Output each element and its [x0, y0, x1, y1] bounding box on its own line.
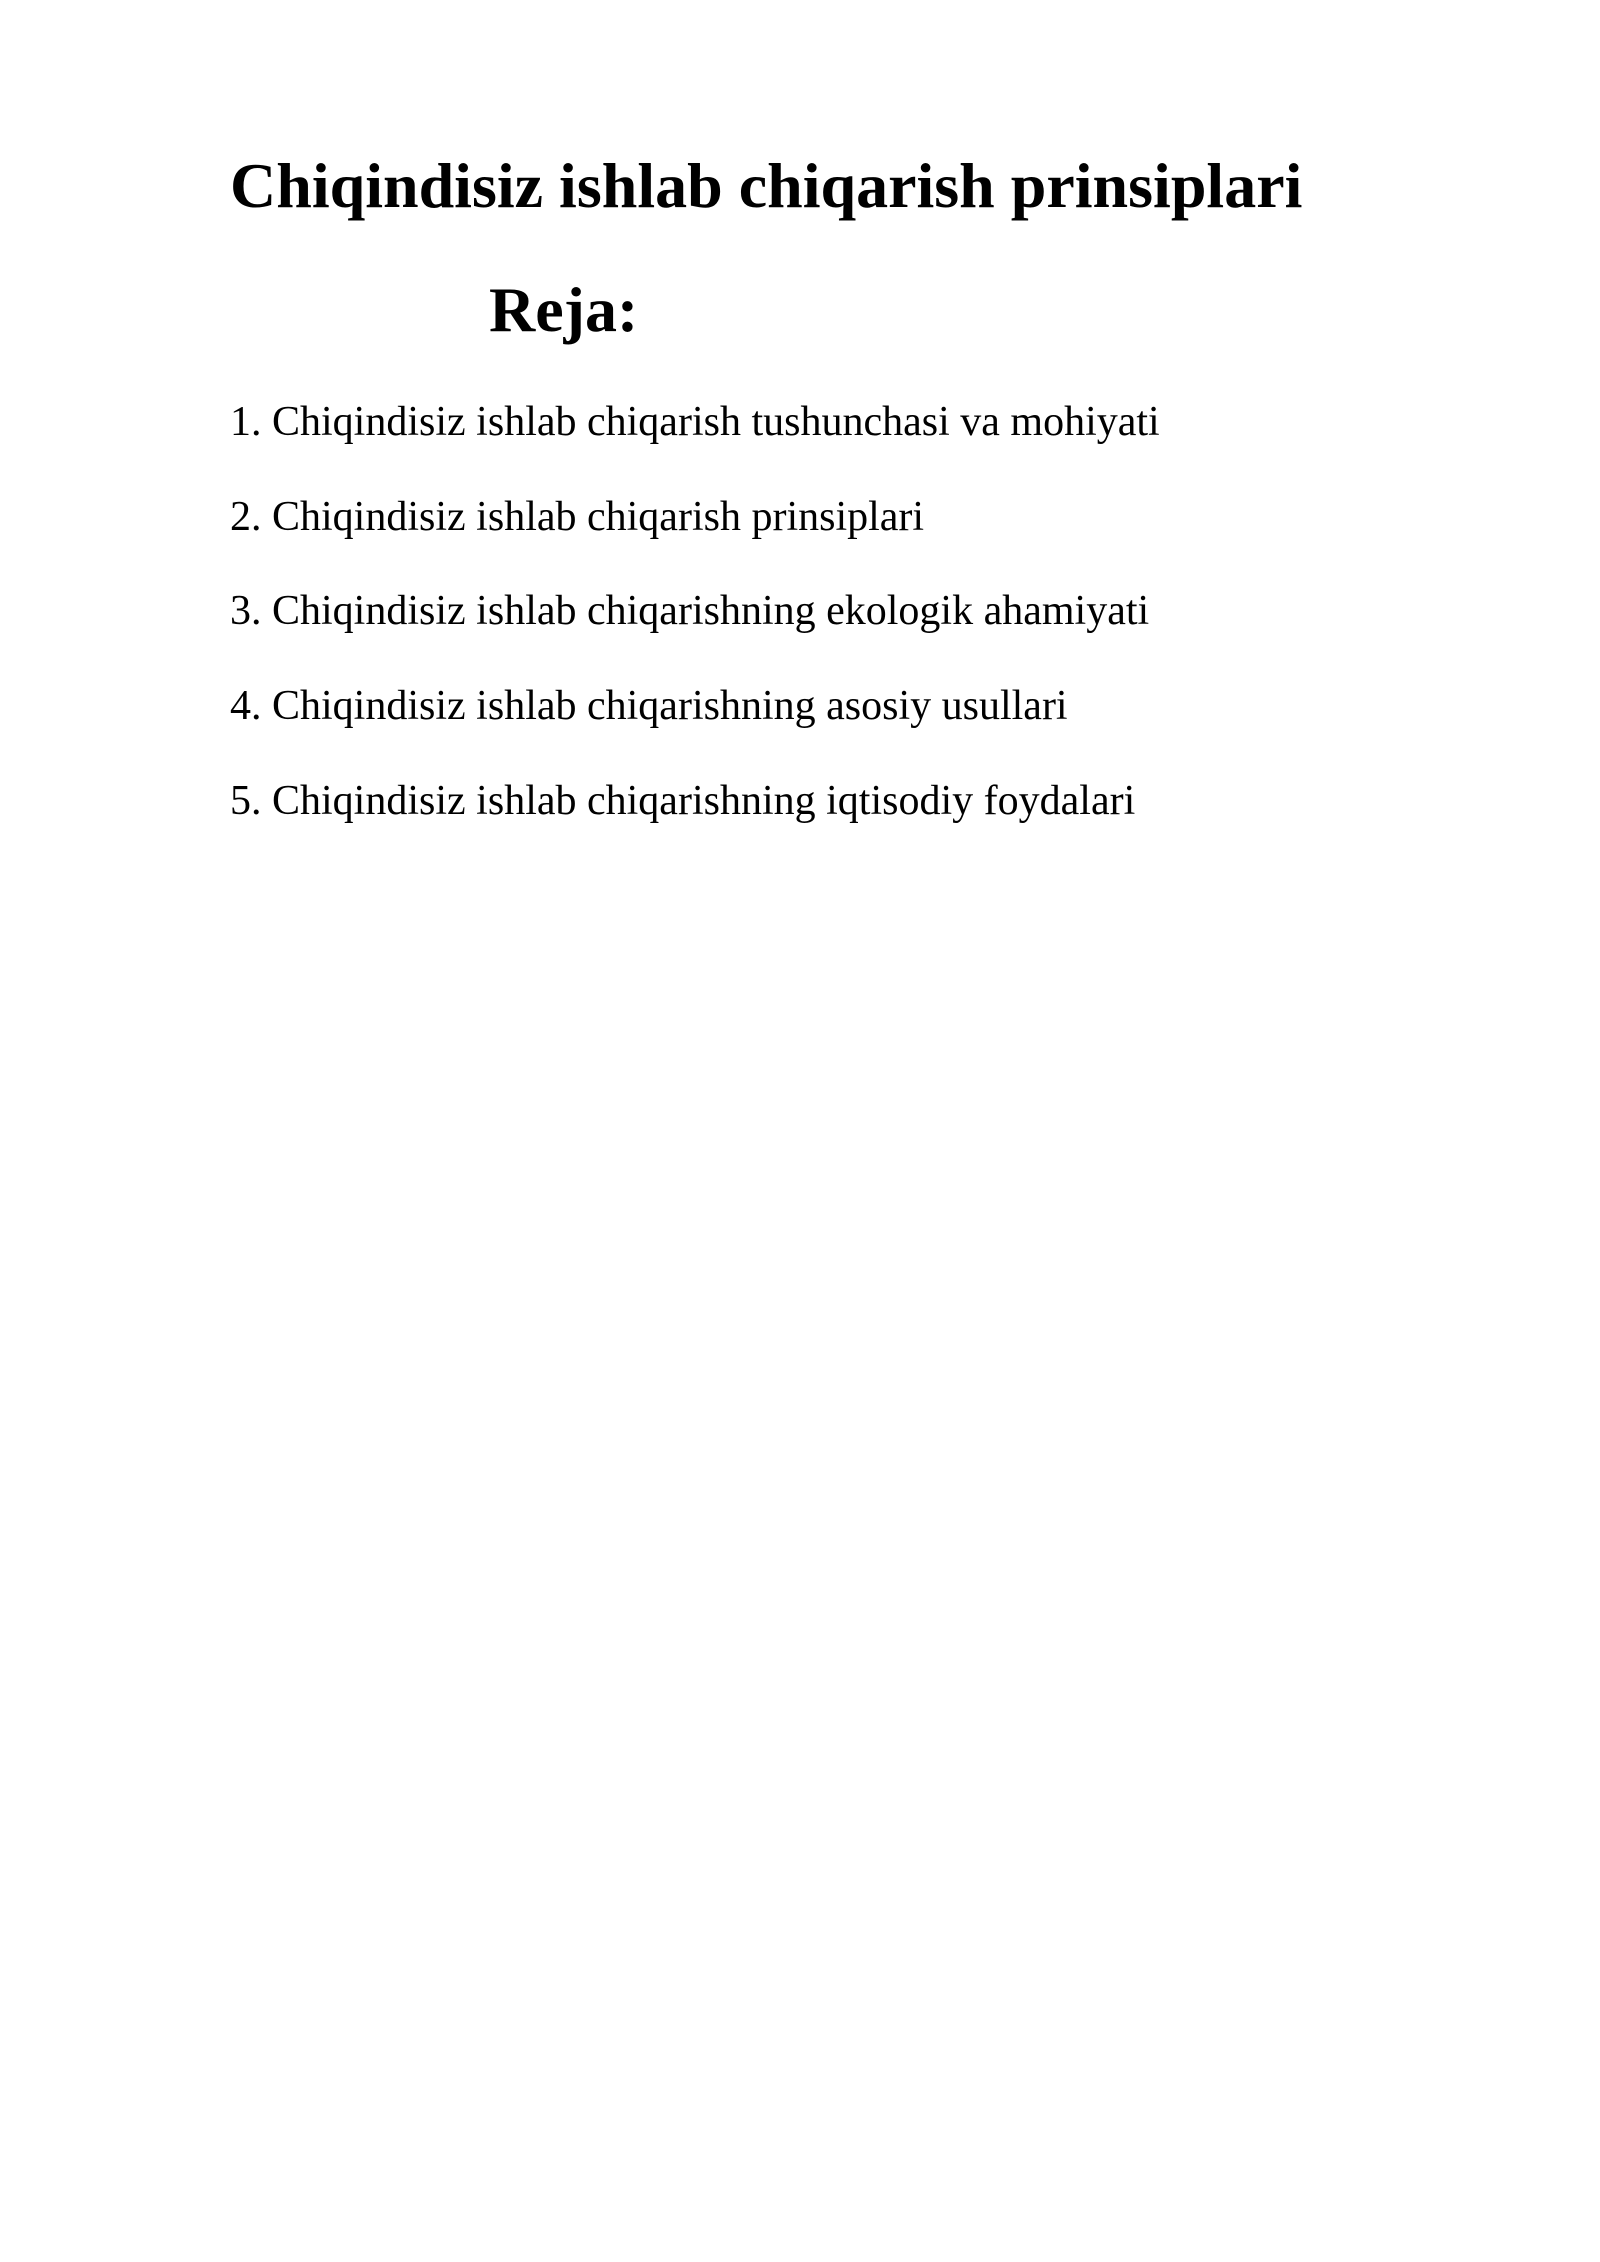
- plan-heading: Reja:: [489, 274, 639, 345]
- plan-item-3: 3. Chiqindisiz ishlab chiqarishning ekologik ahamiyati: [230, 588, 1150, 634]
- plan-list: [230, 398, 1160, 872]
- plan-item-1: 1. Chiqindisiz ishlab chiqarish tushunchasi va mohiyati: [230, 399, 1160, 445]
- plan-item-4: 4. Chiqindisiz ishlab chiqarishning asosiy usullari: [230, 683, 1068, 729]
- plan-item-2: 2. Chiqindisiz ishlab chiqarish prinsiplari: [230, 494, 925, 540]
- document-title: Chiqindisiz ishlab chiqarish prinsiplari: [230, 150, 1303, 221]
- plan-item-5: 5. Chiqindisiz ishlab chiqarishning iqtisodiy foydalari: [230, 778, 1136, 824]
